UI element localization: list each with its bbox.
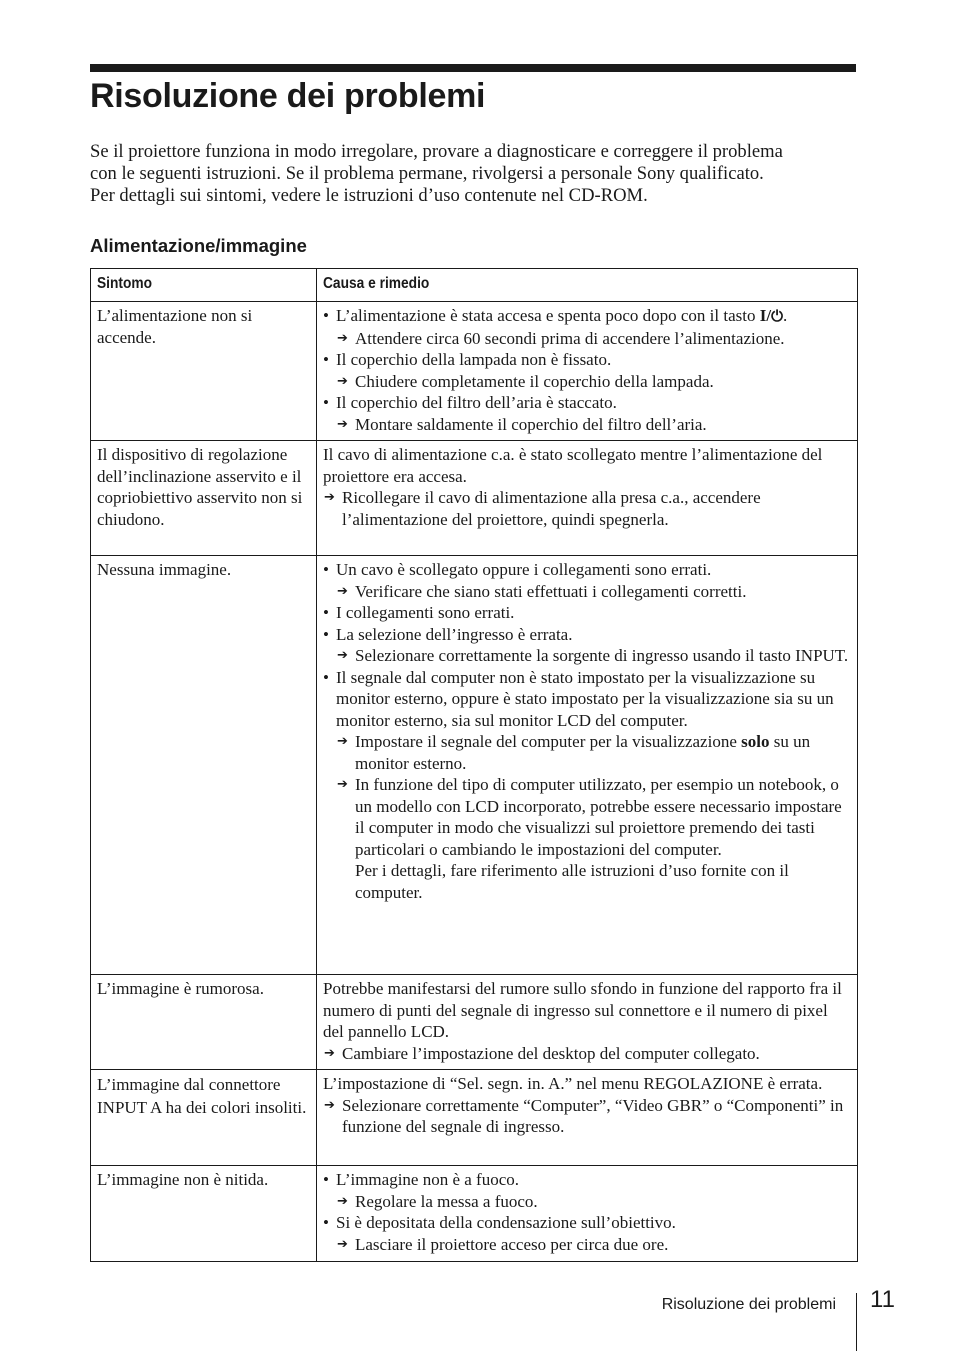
remedy-item: ➔ Verificare che siano stati effettuati i collegamenti corretti. xyxy=(336,581,851,603)
intro-line: con le seguenti istruzioni. Se il problema permane, rivolgersi a personale Sony qualificato. xyxy=(90,163,764,184)
footer-divider xyxy=(856,1293,857,1351)
cause-item: • L’alimentazione è stata accesa e spenta poco dopo con il tasto I/⏻. xyxy=(323,305,851,328)
intro-line: Per dettagli sui sintomi, vedere le istruzioni d’uso contenute nel CD-ROM. xyxy=(90,185,648,206)
cause-item: • La selezione dell’ingresso è errata. xyxy=(323,624,851,646)
symptom-cell: Il dispositivo di regolazione dell’inclinazione asservito e il copriobiettivo asservito non si chiudono. xyxy=(91,441,317,556)
remedy-item: ➔ Selezionare correttamente “Computer”, “Video GBR” o “Componenti” in funzione del segnale di ingresso. xyxy=(323,1095,851,1138)
table-row xyxy=(91,975,858,1070)
symptom-cell: L’immagine non è nitida. xyxy=(91,1166,317,1262)
table-row xyxy=(91,556,858,975)
table-row xyxy=(91,302,858,441)
page-number: 11 xyxy=(870,1286,895,1313)
remedy-item: ➔ Regolare la messa a fuoco. xyxy=(336,1191,851,1213)
remedy-cell xyxy=(317,441,858,556)
table-row xyxy=(91,1166,858,1262)
table-row xyxy=(91,1070,858,1166)
cause-item: • Un cavo è scollegato oppure i collegamenti sono errati. xyxy=(323,559,851,581)
remedy-item: ➔ Cambiare l’impostazione del desktop del computer collegato. xyxy=(323,1043,851,1065)
remedy-item: ➔ Attendere circa 60 secondi prima di accendere l’alimentazione. xyxy=(336,328,851,350)
symptom-cell: L’immagine dal connettore INPUT A ha dei colori insoliti. xyxy=(91,1070,317,1166)
power-icon: ⏻ xyxy=(771,307,783,325)
remedy-cell xyxy=(317,556,858,975)
remedy-item: ➔ Selezionare correttamente la sorgente di ingresso usando il tasto INPUT. xyxy=(336,645,851,667)
intro-line: Se il proiettore funziona in modo irregolare, provare a diagnosticare e correggere il problema xyxy=(90,141,783,162)
remedy-note: Per i dettagli, fare riferimento alle istruzioni d’uso fornite con il computer. xyxy=(355,861,789,902)
power-key-label: I/⏻ xyxy=(759,306,783,325)
remedy-item: ➔ Impostare il segnale del computer per la visualizzazione solo su un monitor esterno. xyxy=(336,731,851,774)
page-title: Risoluzione dei problemi xyxy=(90,77,486,115)
symptom-cell: Nessuna immagine. xyxy=(91,556,317,975)
symptom-cell: L’immagine è rumorosa. xyxy=(91,975,317,1070)
cause-item: • Il coperchio del filtro dell’aria è staccato. xyxy=(323,392,851,414)
cause-text: Potrebbe manifestarsi del rumore sullo sfondo in funzione del rapporto fra il numero di punti del segnale di ingresso sul connettore e il numero di pixel del pannello LCD. xyxy=(323,979,842,1041)
troubleshooting-table xyxy=(90,268,858,1262)
remedy-item: ➔ Lasciare il proiettore acceso per circa due ore. xyxy=(336,1234,851,1256)
cause-item: • I collegamenti sono errati. xyxy=(323,602,851,624)
remedy-item: ➔ In funzione del tipo di computer utilizzato, per esempio un notebook, o un modello con LCD incorporato, potrebbe essere necessario impostare il computer in modo che visualizzi sul proiettore premendo dei tasti particolari o cambiando le impostazioni del computer. xyxy=(336,774,851,860)
cause-text: L’impostazione di “Sel. segn. in. A.” nel menu REGOLAZIONE è errata. xyxy=(323,1074,823,1093)
intro-paragraph xyxy=(90,141,870,207)
remedy-item: ➔ Montare saldamente il coperchio del filtro dell’aria. xyxy=(336,414,851,436)
remedy-item: ➔ Chiudere completamente il coperchio della lampada. xyxy=(336,371,851,393)
section-heading: Alimentazione/immagine xyxy=(90,235,307,256)
remedy-cell xyxy=(317,302,858,441)
remedy-cell xyxy=(317,975,858,1070)
title-rule xyxy=(90,64,856,72)
remedy-item: ➔ Ricollegare il cavo di alimentazione alla presa c.a., accendere l’alimentazione del proiettore, quindi spegnerla. xyxy=(323,487,851,530)
column-header-remedy: Causa e rimedio xyxy=(317,269,858,302)
footer-section-label: Risoluzione dei problemi xyxy=(661,1296,836,1313)
symptom-cell: L’alimentazione non si accende. xyxy=(91,302,317,441)
remedy-cell xyxy=(317,1166,858,1262)
table-row xyxy=(91,441,858,556)
cause-item: • L’immagine non è a fuoco. xyxy=(323,1169,851,1191)
cause-text: Il cavo di alimentazione c.a. è stato scollegato mentre l’alimentazione del proiettore era accesa. xyxy=(323,445,823,486)
cause-item: • Il segnale dal computer non è stato impostato per la visualizzazione su monitor esterno, oppure è stato impostato per la visualizzazione sia su un monitor esterno, sia sul monitor LCD del computer. xyxy=(323,667,851,732)
column-header-symptom: Sintomo xyxy=(91,269,317,302)
remedy-cell xyxy=(317,1070,858,1166)
cause-item: • Il coperchio della lampada non è fissato. xyxy=(323,349,851,371)
cause-item: • Si è depositata della condensazione sull’obiettivo. xyxy=(323,1212,851,1234)
table-header-row xyxy=(91,269,858,302)
